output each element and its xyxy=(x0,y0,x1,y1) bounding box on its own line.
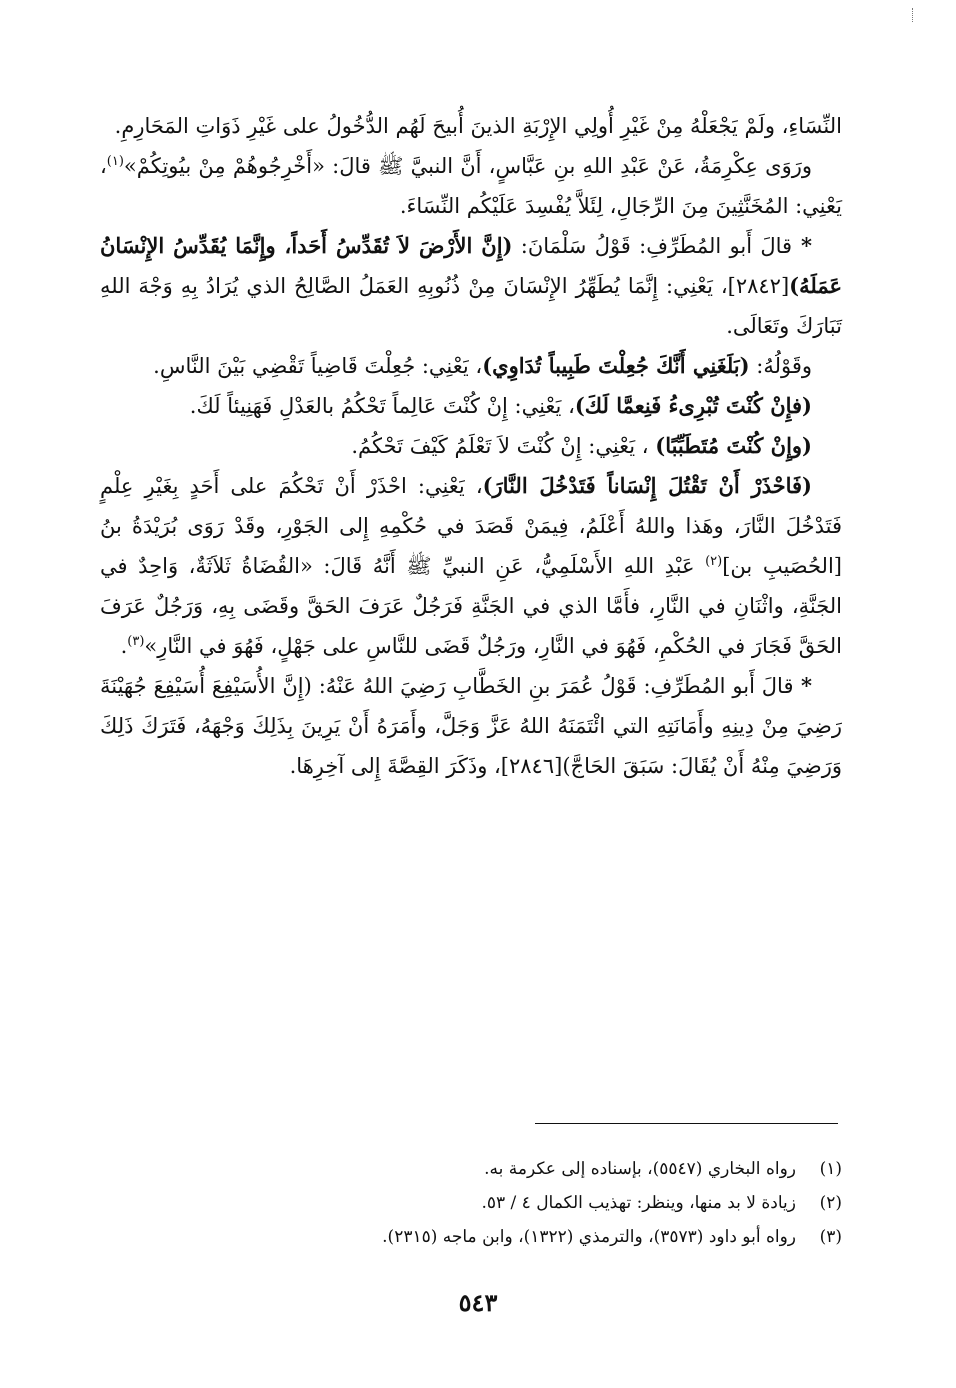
bold-quote: (فإِنْ كُنْتَ تُبْرِىءُ فَنِعمَّا لَكَ) xyxy=(574,393,812,418)
paragraph xyxy=(100,426,842,466)
paragraph xyxy=(100,346,842,386)
footnote-item xyxy=(100,1220,842,1254)
paragraph xyxy=(100,106,842,146)
footnote-item xyxy=(100,1152,842,1186)
footnote-item xyxy=(100,1186,842,1220)
text-run: وقَوْلُهُ: xyxy=(749,354,812,378)
bold-quote: (إِنَّ الأَرْضَ لاَ تُقَدِّسُ أَحَداً، وإِنَّمَا يُقَدِّسُ الإِنْسَانُ عَمَلَهُ) xyxy=(100,233,842,298)
text-run: قالَ أَبو المُطَرِّفِ: قَوْلُ سَلْمَانَ: xyxy=(512,234,793,258)
paragraph xyxy=(100,666,842,786)
footnote-ref: (١) xyxy=(106,154,124,169)
text-run: ، يَعْنِي: إِنْ كُنْتَ لاَ تَعْلَمُ كَيْفَ تَحْكُمُ. xyxy=(351,434,656,458)
paragraph xyxy=(100,146,842,226)
footnote-text: رواه أبو داود (٣٥٧٣)، والترمذي (١٣٢٢)، وابن ماجه (٢٣١٥). xyxy=(382,1227,796,1247)
footnote-number: (٢) xyxy=(819,1193,842,1213)
scan-mark xyxy=(912,8,917,22)
text-run: ، يَعْنِي: احْذَرْ أَنْ تَحْكُمَ على أَحَدٍ بِغَيْرِ عِلْمٍ فَتَدْخُلَ النَّارَ، وهَذا واللهُ أَعْلَمُ، فِيمَنْ قَصَدَ في حُكْمِهِ إِلى الجَوْرِ، وقَدْ رَوَى بُرَيْدَةُ بنُ [الحُصَيبِ بن] xyxy=(100,474,842,578)
main-text xyxy=(100,106,842,786)
bold-quote: (فَاحْذَرْ أَنْ تَقْتُلَ إِنْسَاناً فَتَدْخُلَ النَّارَ) xyxy=(482,473,812,498)
page-number: ٥٤٣ xyxy=(458,1288,498,1317)
text-run: النِّسَاءِ، ولَمْ يَجْعَلْهُ مِنْ غَيْرِ أُولِي الإِرْبَةِ الذينَ أُبيحَ لَهُم الدُّخُولُ على غَيْرِ ذَوَاتِ المَحَارِمِ. xyxy=(114,114,842,138)
text-run: [٢٨٤٢]، يَعْنِي: إِنَّمَا يُطَهِّرُ الإِنْسَانَ مِنْ ذُنُوبِهِ العَمَلُ الصَّالِحُ الذي يُرَادُ بِهِ وَجْهَ اللهِ تَبَارَكَ وتَعَالَى. xyxy=(100,274,842,338)
footnote-text: زيادة لا بد منها، وينظر: تهذيب الكمال ٤ / ٥٣. xyxy=(481,1193,796,1213)
bold-quote: * xyxy=(792,233,812,258)
text-run: ، يَعْنِي: إِنْ كُنْتَ عَالِماً تَحْكُمُ بالعَدْلِ فَهَنِيئاً لَكَ. xyxy=(189,394,575,418)
footnote-ref: (٣) xyxy=(127,634,145,649)
paragraph xyxy=(100,466,842,666)
text-run: . xyxy=(120,634,128,658)
text-run: ، يَعْنِي: المُخَنَّثِينَ مِنَ الرِّجَالِ، لِئَلاَّ يُفْسِدَ عَلَيْكُم النِّسَاءَ. xyxy=(100,154,842,218)
text-run: قالَ أَبو المُطَرِّفِ: قَوْلُ عُمَرَ بنِ الخَطَّابِ رَضِيَ اللهُ عَنْهُ: (إِنَّ الأُسَيْفِعَ أُسَيْفِعَ جُهَيْنَةَ رَضِيَ مِنْ دِينِهِ وأَمَانَتِهِ التي ائْتَمَنَهُ اللهُ عَزَّ وَجَلَّ، وأَمَرَهُ أَنْ يَرِينَ بِذَلِكَ وَجْهَهُ، فَتَرَكَ ذَلِكَ وَرَضِيَ مِنْهُ أَنْ يُقَالَ: سَبَقَ الحَاجَّ)[٢٨٤٦]، وذَكَرَ القِصَّةَ إِلى آخِرِهَا. xyxy=(100,674,842,778)
footnote-ref: (٢) xyxy=(705,554,723,569)
paragraph xyxy=(100,386,842,426)
bold-quote: (وإِنْ كُنْتَ مُتَطَبِّبًا) xyxy=(655,433,812,458)
bold-quote: (بَلَغَنِي أَنَّكَ جُعِلْتَ طَبِيباً تُدَاوِي) xyxy=(482,353,750,378)
text-run: ورَوَى عِكْرِمَةُ، عَنْ عَبْدِ اللهِ بنِ عَبَّاسٍ، أَنَّ النبيَّ ﷺ قالَ: «أَخْرِجُوهُمْ مِنْ بيُوتِكُمْ» xyxy=(123,154,812,178)
footnote-divider xyxy=(535,1123,838,1124)
footnote-number: (١) xyxy=(819,1159,842,1179)
footnote-number: (٣) xyxy=(819,1227,842,1247)
text-run: عَبْدِ اللهِ الأَسْلَمِيُّ، عَنِ النبيِّ ﷺ أَنَّهُ قَالَ: «القُضَاةُ ثَلاَثَةٌ، وَاحِدٌ في الجَنَّةِ، واثْنَانِ في النَّارِ، فأَمَّا الذي في الجَنَّةِ فَرَجُلٌ عَرَفَ الحَقَّ وقَضَى بِهِ، وَرَجُلٌ عَرَفَ الحَقَّ فَجَارَ في الحُكْمِ، فَهُوَ في النَّارِ، ورَجُلٌ قَضَى للنَّاسِ على جَهْلٍ، فَهُوَ في النَّارِ» xyxy=(100,554,842,658)
text-run: ، يَعْنِي: جُعِلْتَ قَاضِياً تَقْضِي بَيْنَ النَّاسِ. xyxy=(153,354,483,378)
paragraph xyxy=(100,226,842,346)
footnote-text: رواه البخاري (٥٥٤٧)، بإسناده إلى عكرمة به. xyxy=(484,1159,796,1179)
footnotes xyxy=(100,1152,842,1254)
bold-quote: * xyxy=(793,673,812,698)
